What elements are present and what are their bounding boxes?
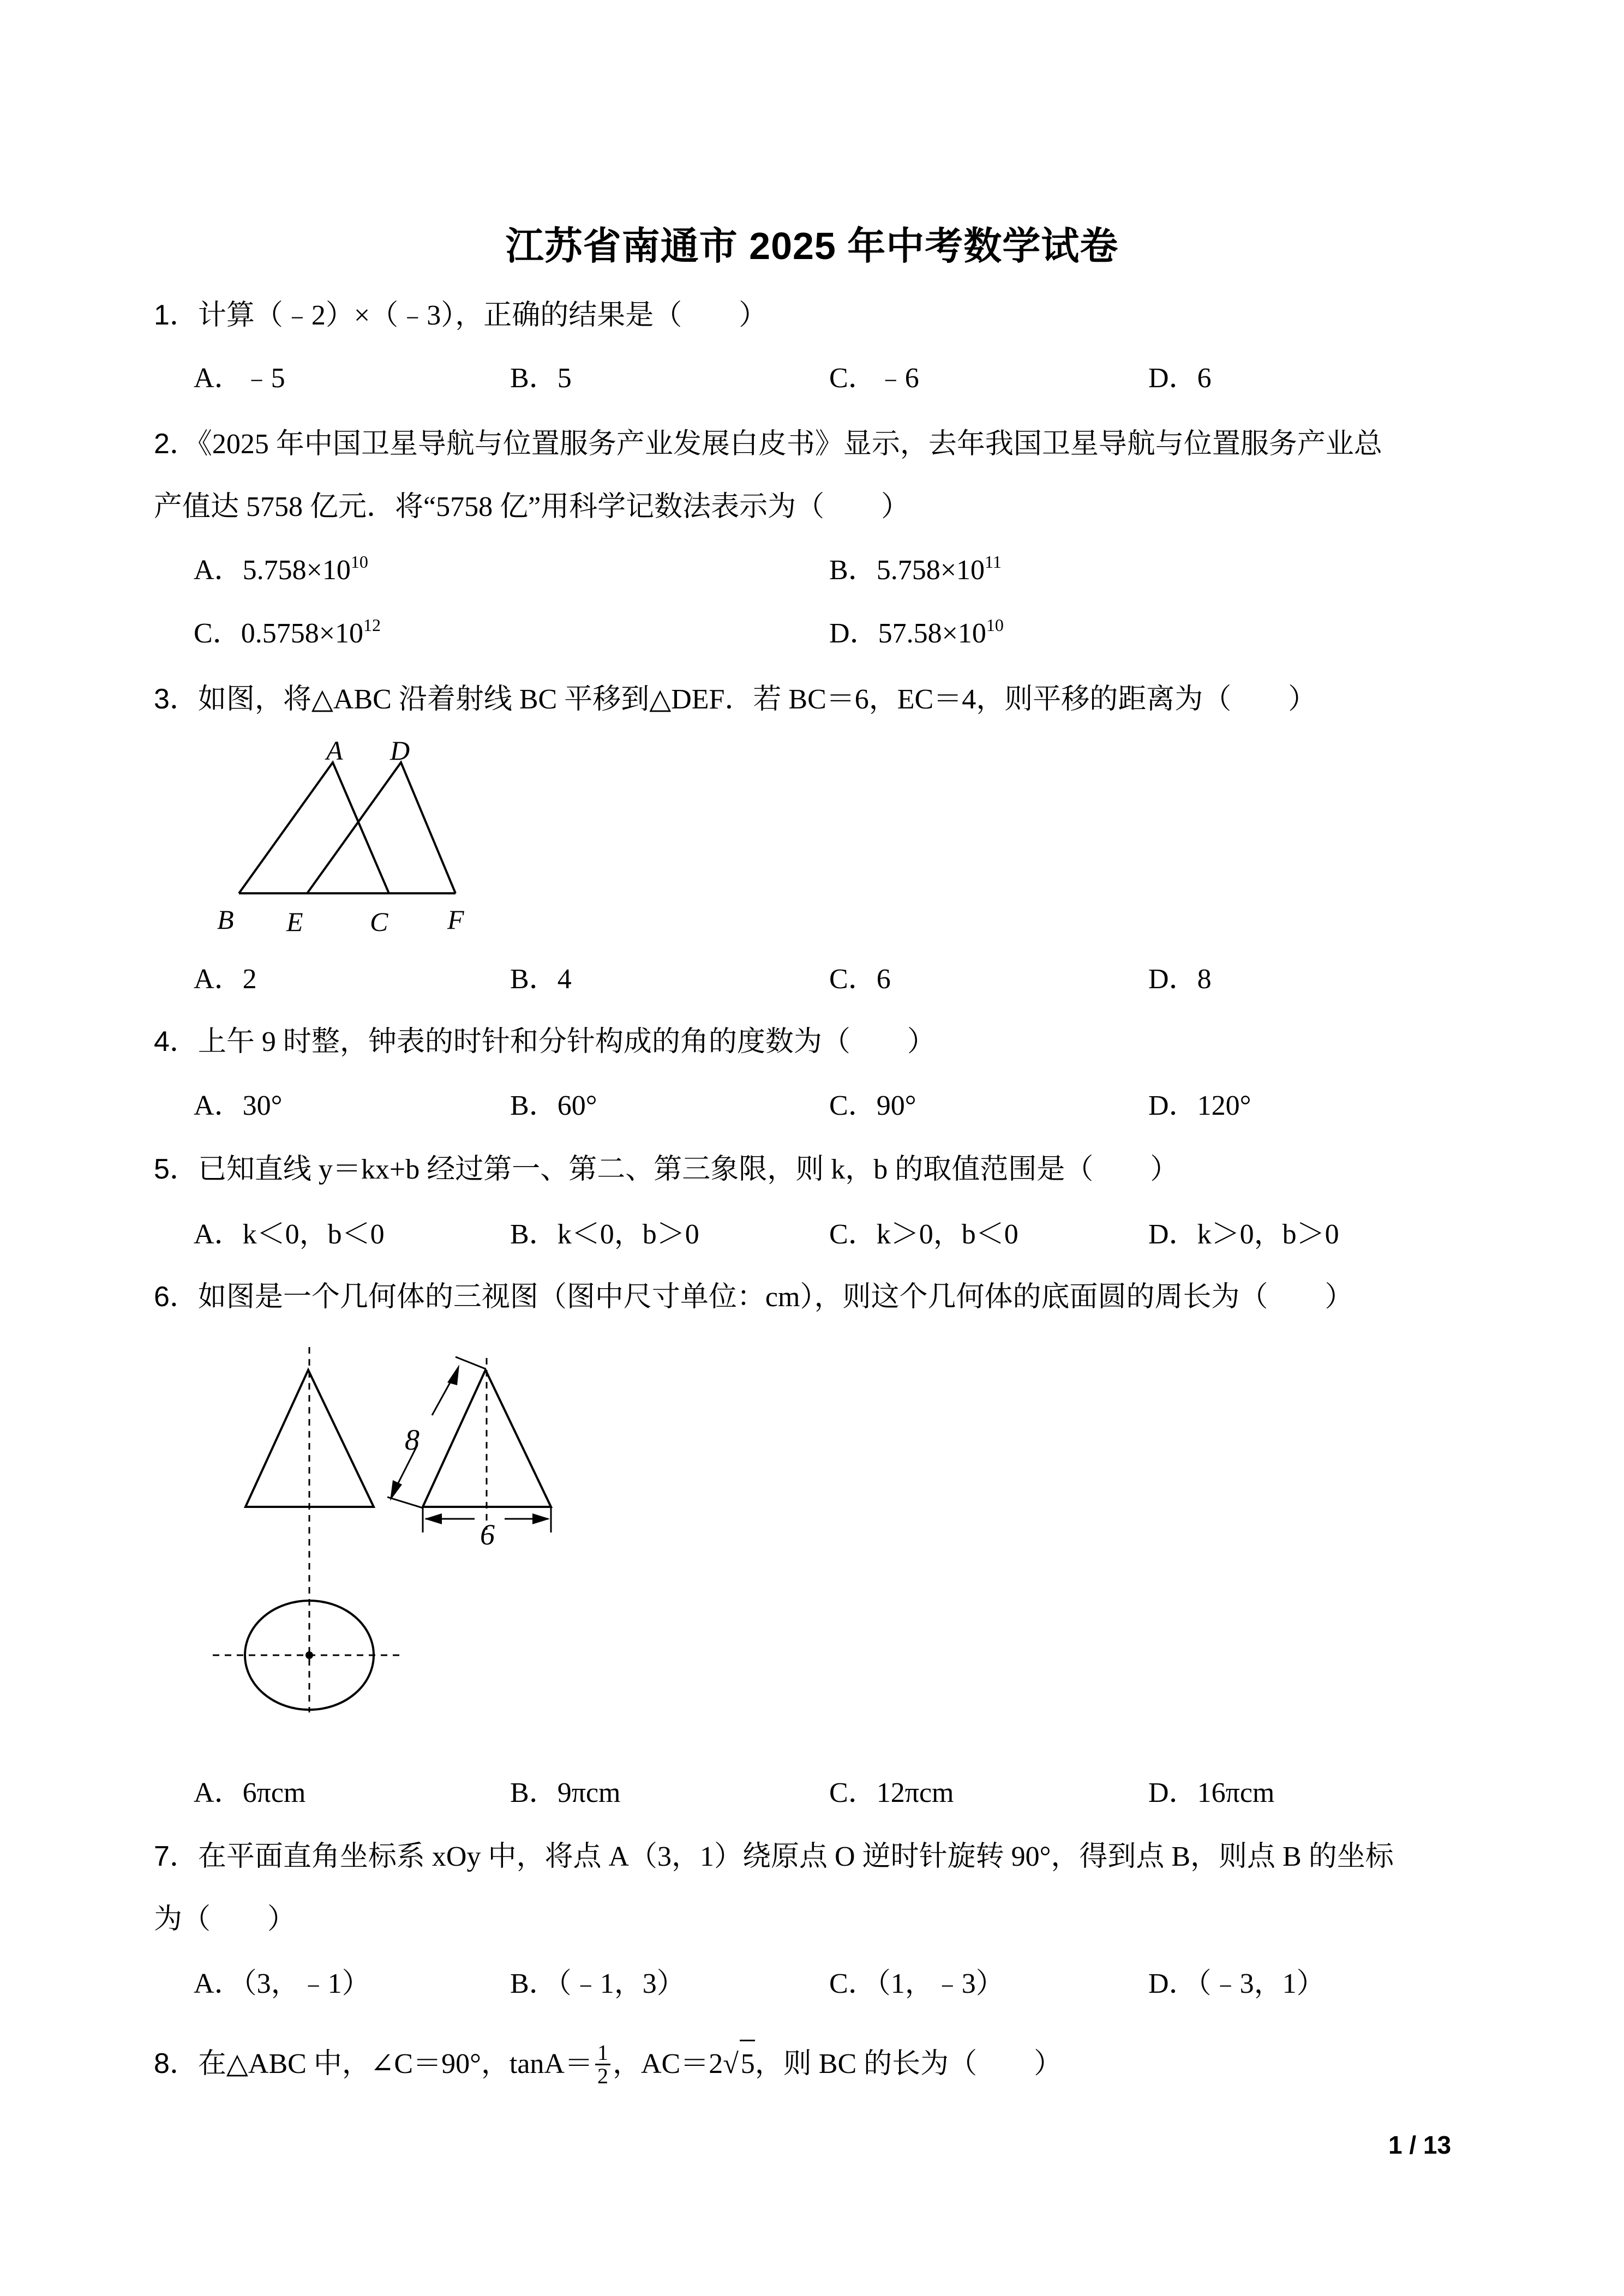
question-2 [154,430,1382,459]
option-d[interactable]: D．6 [1148,363,1212,394]
option-c[interactable]: C．12πcm [829,1777,954,1808]
label-e: E [286,906,303,937]
label-d: D [390,735,410,766]
option-b[interactable]: B．5 [510,363,572,394]
question-number: 5． [154,1153,198,1185]
option-c[interactable]: C．90° [829,1090,916,1121]
sqrt-icon: √ [723,2048,739,2079]
question-7 [154,1842,1394,1871]
option-b[interactable]: B．4 [510,964,572,995]
center-point [305,1651,313,1659]
label-c: C [370,906,388,937]
question-4 [154,1027,936,1056]
option-d[interactable]: D．16πcm [1148,1777,1275,1808]
slant-tick-top [456,1357,486,1369]
sqrt-argument: 5 [740,2040,755,2087]
option-a[interactable]: A．6πcm [194,1777,306,1808]
question-6 [154,1283,1353,1312]
option-b[interactable]: B．k＜0，b＞0 [510,1219,699,1250]
question-number: 2． [154,428,198,460]
arrow-head-base-right [532,1513,550,1524]
label-slant-8: 8 [405,1423,420,1456]
option-d[interactable]: D．k＞0，b＞0 [1148,1219,1339,1250]
label-a: A [326,735,343,766]
question-5 [154,1155,1178,1184]
question-number: 7． [154,1841,198,1872]
option-a[interactable]: A．（3，﹣1） [194,1968,370,1999]
question-text: 如图，将△ABC 沿着射线 BC 平移到△DEF．若 BC＝6，EC＝4，则平移的距离为（ ） [197,684,1317,715]
triangle-abc [239,762,389,893]
option-a[interactable]: A．k＜0，b＜0 [194,1219,385,1250]
question-number: 4． [154,1026,198,1057]
question-number: 8． [154,2048,198,2079]
option-d[interactable]: D．（﹣3，1） [1148,1968,1325,1999]
option-a[interactable]: A．30° [194,1090,283,1121]
question-8 [154,2040,1062,2089]
question-text-pre: 在△ABC 中，∠C＝90°，tanA＝ [197,2048,593,2079]
question-number: 1． [154,299,198,331]
option-a[interactable]: A．2 [194,964,257,995]
fraction-numerator: 1 [595,2042,610,2065]
translation-triangles-figure [207,734,535,941]
option-c[interactable]: C．6 [829,964,891,995]
option-a[interactable]: A．﹣5 [194,363,285,394]
question-number: 3． [154,683,198,715]
fraction-one-half [595,2042,610,2087]
option-d[interactable]: D．$57.58\times 10^{10}$ [829,615,1004,649]
option-c[interactable]: C．$0.5758\times 10^{12}$ [194,615,381,649]
question-text: 《2025 年中国卫星导航与位置服务产业发展白皮书》显示，去年我国卫星导航与位置服务产业总 [197,429,1382,460]
fraction-denominator: 2 [597,2063,608,2088]
side-view-triangle [423,1370,551,1507]
option-a[interactable]: A．$5.758\times 10^{10}$ [194,552,368,586]
option-b[interactable]: B．$5.758\times 10^{11}$ [829,552,1002,586]
arrow-head-base-left [424,1513,442,1524]
page-title: 江苏省南通市 2025 年中考数学试卷 [505,225,1119,267]
page-number: 1 / 13 [1388,2131,1452,2159]
question-text-mid: ，AC＝2 [612,2048,723,2079]
slant-tick-bottom [387,1497,423,1508]
label-b: B [217,904,234,935]
question-text: 如图是一个几何体的三视图（图中尺寸单位：cm），则这个几何体的底面圆的周长为（ ） [197,1282,1353,1313]
question-1 [154,301,767,330]
front-view-triangle [245,1370,374,1507]
option-b[interactable]: B．60° [510,1090,597,1121]
three-view-cone-figure [207,1331,567,1734]
label-base-6: 6 [480,1518,495,1551]
question-2-line-2: 产值达 5758 亿元．将“5758 亿”用科学记数法表示为（ ） [154,491,910,522]
option-c[interactable]: C．（1，﹣3） [829,1968,1004,1999]
arrow-head-slant-top [447,1365,459,1385]
option-c[interactable]: C．k＞0，b＜0 [829,1219,1018,1250]
question-text: 上午 9 时整，钟表的时针和分针构成的角的度数为（ ） [197,1026,936,1057]
question-text: 在平面直角坐标系 xOy 中，将点 A（3，1）绕原点 O 逆时针旋转 90°，得到点 B，则点 B 的坐标 [197,1841,1394,1872]
option-b[interactable]: B．（﹣1，3） [510,1968,685,1999]
question-7-line-2: 为（ ） [154,1904,296,1935]
option-b[interactable]: B．9πcm [510,1777,621,1808]
option-d[interactable]: D．120° [1148,1090,1251,1121]
option-c[interactable]: C．﹣6 [829,363,919,394]
arrow-head-slant-bottom [390,1480,402,1501]
question-3 [154,685,1316,714]
option-d[interactable]: D．8 [1148,964,1212,995]
question-text: 已知直线 y＝kx+b 经过第一、第二、第三象限，则 k，b 的取值范围是（ ） [197,1154,1179,1185]
label-f: F [447,904,464,935]
question-text-post: ，则 BC 的长为（ ） [754,2048,1063,2079]
question-text: 计算（﹣2）×（﹣3），正确的结果是（ ） [197,300,768,331]
question-number: 6． [154,1281,198,1313]
